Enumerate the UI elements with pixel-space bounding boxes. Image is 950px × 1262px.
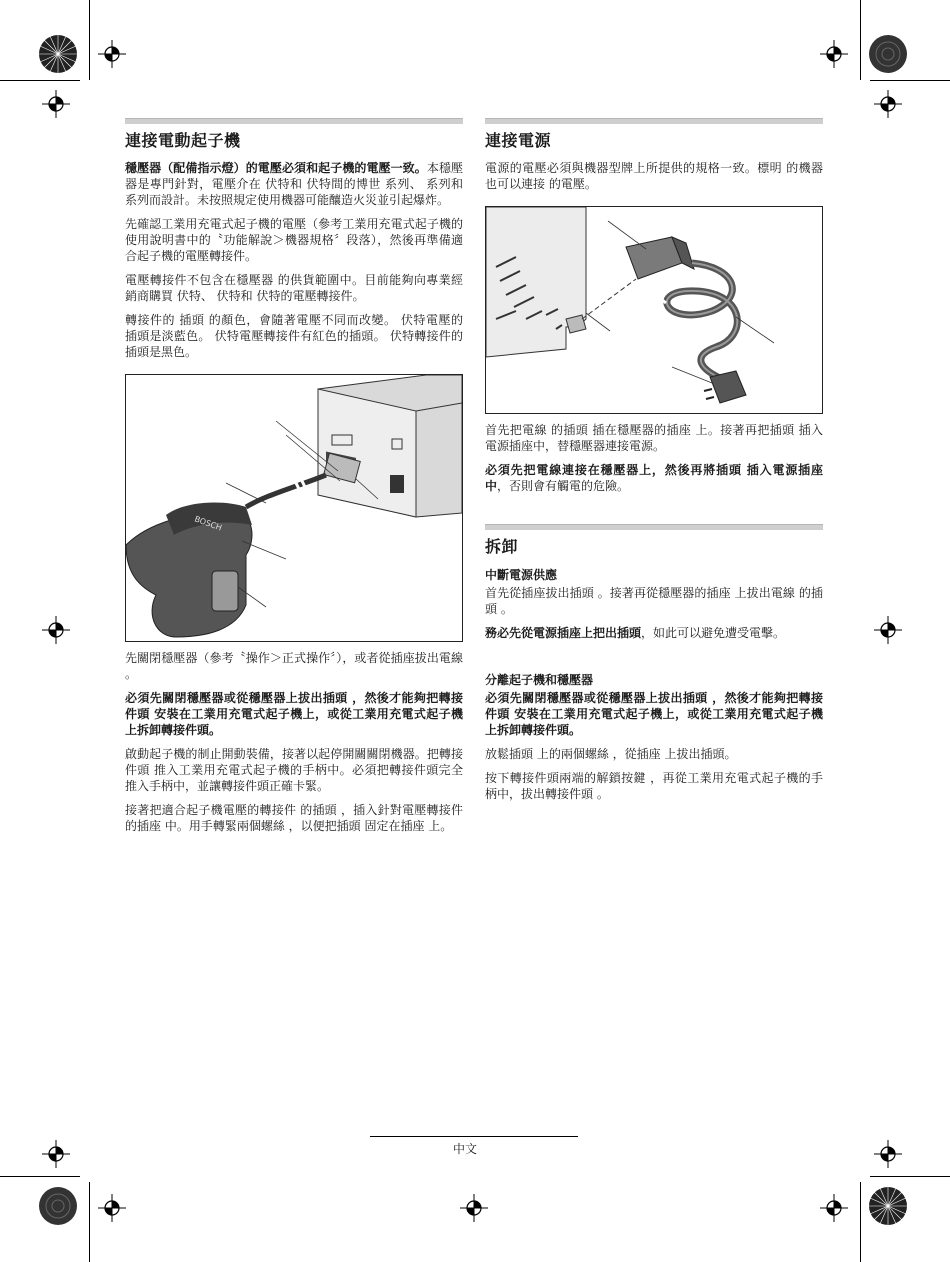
registration-mark-icon — [820, 40, 848, 68]
registration-mark-icon — [820, 1194, 848, 1222]
paragraph: 電源的電壓必須與機器型牌上所提供的規格一致。標明 的機器也可以連接 的電壓。 — [485, 161, 823, 191]
spacer — [485, 649, 823, 671]
registration-mark-icon — [460, 1194, 488, 1222]
section-title-connect-screwdriver: 連接電動起子機 — [125, 131, 241, 150]
crop-mark — [870, 1176, 950, 1177]
right-column — [485, 118, 823, 810]
subheading-separate-devices: 分離起子機和穩壓器 — [485, 673, 594, 687]
registration-mark-icon — [42, 1140, 70, 1168]
warning-paragraph: 必須先關閉穩壓器或從穩壓器上拔出插頭 ，然後才能夠把轉接件頭 安裝在工業用充電式起子機上，或從工業用充電式起子機上拆卸轉接件頭。 — [485, 691, 823, 737]
section-rule — [485, 524, 823, 530]
registration-mark-icon — [98, 40, 126, 68]
crop-mark — [870, 80, 950, 81]
section-rule — [125, 118, 463, 124]
warning-paragraph — [485, 462, 823, 494]
registration-mark-icon — [42, 616, 70, 644]
crop-mark — [0, 1176, 80, 1177]
crop-mark — [89, 0, 90, 80]
subheading-disconnect-power: 中斷電源供應 — [485, 568, 558, 582]
crop-mark — [89, 1182, 90, 1262]
screwdriver-connection-illustration — [125, 374, 463, 642]
body-text: ，否則會有觸電的危險。 — [497, 479, 630, 493]
registration-mark-icon — [874, 616, 902, 644]
footer-rule — [370, 1136, 578, 1137]
body-text: ，如此可以避免遭受電擊。 — [641, 626, 786, 640]
bold-text: 穩壓器（配備指示燈）的電壓必須和起子機的電壓一致。 — [125, 161, 427, 175]
section-title-connect-power: 連接電源 — [485, 131, 552, 150]
body-text: 本穩壓器是專門針對，電壓介在 伏特和 伏特間的博世 系列、 系列和 系列而設計。未按照規定使用機器可能釀造火災並引起爆炸。 — [125, 161, 463, 207]
bold-text: 務必先從電源插座上把出插頭 — [485, 626, 642, 640]
paragraph: 電壓轉接件不包含在穩壓器 的供貨範圍中。目前能夠向專業經銷商購買 伏特、 伏特和 伏特的電壓轉接件。 — [125, 273, 463, 303]
paragraph: 轉接件的 插頭 的顏色，會隨著電壓不同而改變。 伏特電壓的 插頭是淡藍色。 伏特電壓轉接件有紅色的插頭。 伏特轉接件的插頭是黑色。 — [125, 313, 463, 359]
spacer — [485, 502, 823, 524]
registration-mark-icon — [42, 90, 70, 118]
paragraph: 放鬆插頭 上的兩個螺絲 ，從插座 上拔出插頭。 — [485, 747, 737, 761]
illustration-drawing — [486, 207, 822, 413]
paragraph: 接著把適合起子機電壓的轉接件 的插頭 ，插入針對電壓轉接件的插座 中。用手轉緊兩個螺絲 ，以便把插頭 固定在插座 上。 — [125, 803, 463, 833]
paragraph: 先確認工業用充電式起子機的電壓（參考工業用充電式起子機的使用說明書中的〝功能解說＞機器規格〞段落），然後再準備適合起子機的電壓轉接件。 — [125, 217, 463, 263]
left-column — [125, 118, 463, 842]
paragraph — [125, 160, 463, 208]
warning-paragraph — [485, 625, 823, 641]
paragraph: 先關閉穩壓器（參考〝操作＞正式操作〞），或者從插座拔出電線 。 — [125, 651, 463, 681]
footer-language-label: 中文 — [452, 1142, 477, 1156]
registration-mark-icon — [874, 90, 902, 118]
crop-mark — [860, 1182, 861, 1262]
section-title-disassembly: 拆卸 — [485, 537, 519, 556]
registration-mark-icon — [874, 1140, 902, 1168]
print-rosette-icon — [868, 34, 908, 74]
crop-mark — [0, 80, 80, 81]
print-rosette-icon — [868, 1186, 908, 1226]
registration-mark-icon — [98, 1194, 126, 1222]
paragraph: 啟動起子機的制止開動裝備，接著以起停開關關閉機器。把轉接件頭 推入工業用充電式起子機的手柄中。必須把轉接件頭完全推入手柄中，並讓轉接件頭正確卡緊。 — [125, 747, 463, 793]
paragraph: 按下轉接件頭兩端的解鎖按鍵 ，再從工業用充電式起子機的手柄中，拔出轉接件頭 。 — [485, 771, 823, 801]
print-rosette-icon — [38, 1186, 78, 1226]
paragraph: 首先從插座拔出插頭 。接著再從穩壓器的插座 上拔出電線 的插頭 。 — [485, 586, 823, 616]
crop-mark — [860, 0, 861, 80]
print-rosette-icon — [38, 34, 78, 74]
warning-paragraph: 必須先關閉穩壓器或從穩壓器上拔出插頭 ，然後才能夠把轉接件頭 安裝在工業用充電式起子機上，或從工業用充電式起子機上拆卸轉接件頭。 — [125, 691, 463, 737]
power-cord-illustration — [485, 206, 823, 414]
paragraph: 首先把電線 的插頭 插在穩壓器的插座 上。接著再把插頭 插入電源插座中，替穩壓器連接電源。 — [485, 423, 823, 453]
illustration-drawing — [126, 375, 462, 641]
brand-label: BOSCH — [193, 514, 224, 533]
section-rule — [485, 118, 823, 124]
bold-text: 必須先把電線連接在穩壓器上，然後再將插頭 插入電源插座中 — [485, 463, 823, 493]
